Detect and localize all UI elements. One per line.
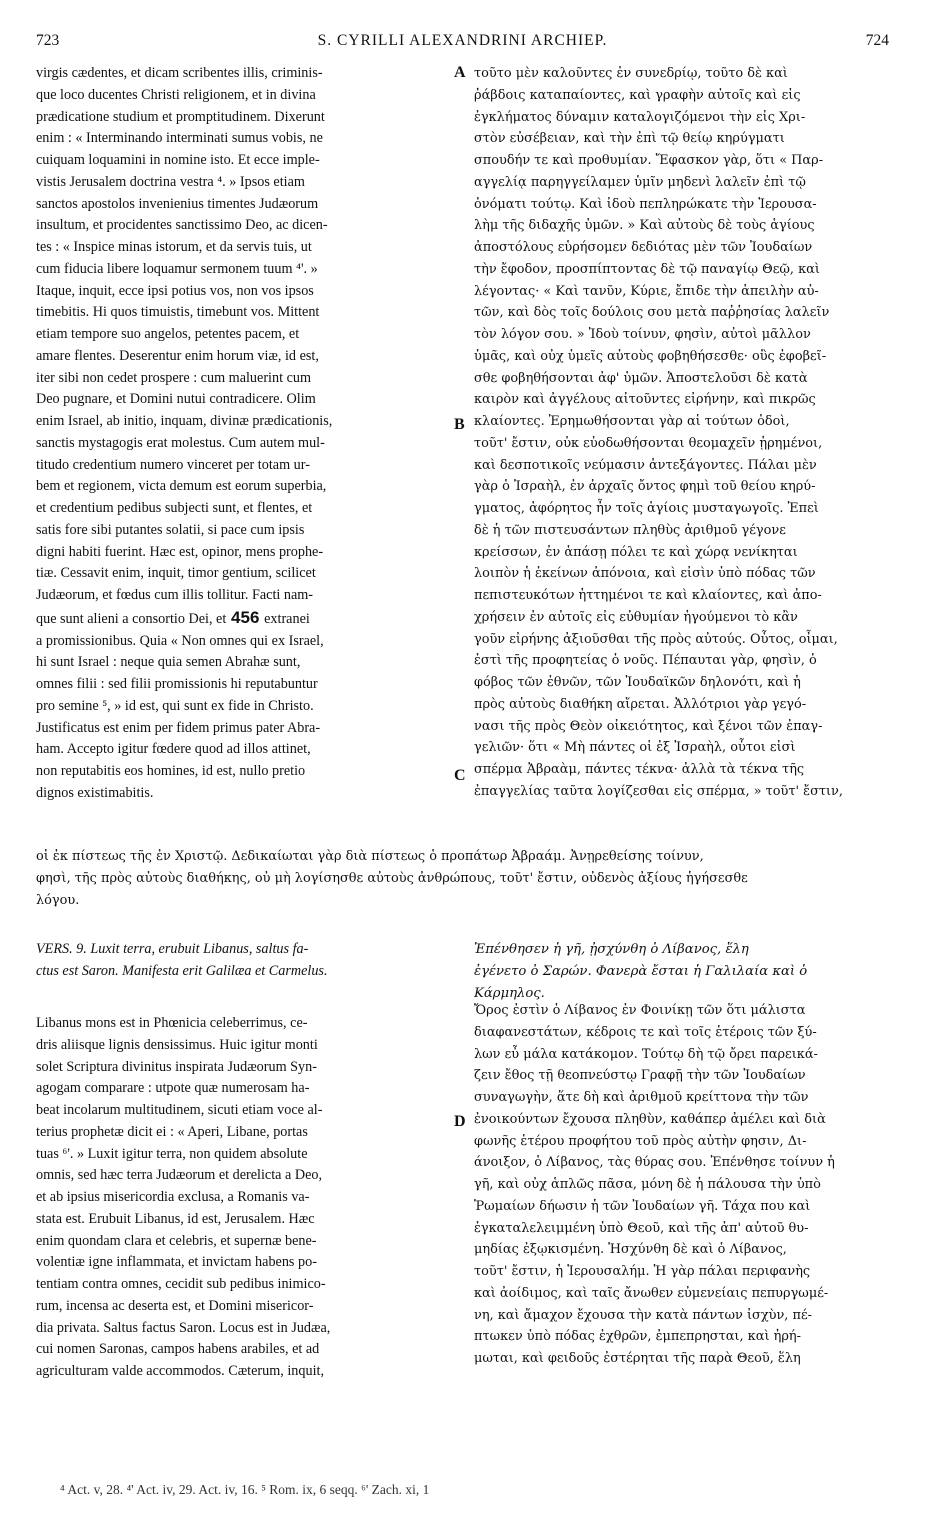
text-line: enim quondam clara et celebris, et supernæ bene- [36, 1232, 317, 1249]
text-fragment: que sunt alieni a consortio Dei, et [36, 610, 227, 627]
text-line: γὰρ ὁ Ἰσραὴλ, ἐν ἀρχαῖς ὄντος φημὶ τοῦ θείου κηρύ- [474, 479, 816, 495]
text-line: beat incolarum multitudinem, sicuti etiam voce al- [36, 1102, 323, 1118]
text-line: χρήσειν ἐν αὐτοῖς εἰς εὐθυμίαν ἡγούμενοι τὸ κἂν [474, 609, 798, 625]
text-line: que loco ducentes Christi religionem, et in divina [36, 86, 316, 103]
text-line: φόβος τῶν ἐθνῶν, τῶν Ἰουδαϊκῶν δηλονότι, καὶ ἡ [474, 675, 801, 690]
text-line: agriculturam valde accommodos. Cæterum, inquit, [36, 1363, 325, 1379]
text-line: stata est. Erubuit Libanus, id est, Jerusalem. Hæc [36, 1210, 315, 1227]
text-line: ἀποστόλους εὑρήσομεν δεδιότας μὲν τῶν Ἰουδαίων [474, 240, 813, 255]
margin-letter-b: B [454, 416, 465, 433]
text-line: Judæorum, et fœdus cum illis tollitur. Facti nam- [36, 587, 314, 603]
verse-line: ctus est Saron. Manifesta erit Galilæa et Carmelus. [36, 962, 328, 979]
text-line: et ab ipsius misericordia exclusa, a Romanis va- [36, 1189, 310, 1205]
text-line: Ῥωμαίων δήωσιν ἡ τῶν Ἰουδαίων γῆ. Τάχα που καὶ [474, 1198, 811, 1214]
greek-full-width-lines [36, 846, 888, 911]
text-line: enim Israel, ab initio, inquam, divinæ prædicationis, [36, 413, 333, 429]
text-line: στὸν εὐσέβειαν, καὶ τὴν ἐπὶ τῷ θείῳ κηρύγματι [474, 131, 785, 147]
text-line: ἐνοικούντων ἔχουσα πληθὺν, καθάπερ ἀμέλει καὶ διὰ [474, 1111, 826, 1127]
text-line: volentiæ igne inflammata, et invictam habens po- [36, 1254, 317, 1271]
text-line: κλαίοντες. Ἐρημωθήσονται γὰρ αἱ τούτων ὁδοὶ, [474, 414, 790, 429]
verse-heading-greek [474, 939, 888, 1004]
verse-line: Κάρμηλος. [474, 985, 545, 1001]
text-line: Justificatus est enim per fidem primus pater Abra- [36, 719, 321, 736]
text-line: λοιπὸν ἡ ἐκείνων ἀπόνοια, καὶ εἰσὶν ὑπὸ πόδας τῶν [474, 566, 816, 582]
text-line: φησὶ, τῆς πρὸς αὐτοὺς διαθήκης, οὐ μὴ λογίσησθε αὐτοὺς ἀνθρώπους, τοῦτ' ἔστιν, οὐδενὸς ἀξίους ἡγήσεσθε [36, 870, 748, 886]
text-line: vistis Jerusalem doctrina vestra ⁴. » Ipsos etiam [36, 173, 305, 190]
text-line: solet Scriptura divinitus inspirata Judæorum Syn- [36, 1058, 317, 1075]
text-line: iter sibi non cedet prospere : cum maluerint cum [36, 369, 311, 386]
text-line: etiam tempore suo angelos, petentes pacem, et [36, 326, 300, 342]
text-line: οἱ ἐκ πίστεως τῆς ἐν Χριστῷ. Δεδικαίωται γὰρ διὰ πίστεως ὁ προπάτωρ Ἀβραάμ. Ἀνῃρεθείσης τοίνυν, [36, 849, 704, 864]
footnotes: ⁴ Act. v, 28. ⁴' Act. iv, 29. Act. iv, 16. ⁵ Rom. ix, 6 seqq. ⁶' Zach. xi, 1 [60, 1482, 430, 1497]
text-line: ὀνόματι τούτῳ. Καὶ ἰδοὺ πεπληρώκατε τὴν Ἱερουσα- [474, 196, 817, 212]
text-line: dia privata. Saltus factus Saron. Locus est in Judæa, [36, 1319, 331, 1336]
latin-column-top [36, 63, 449, 805]
text-line: Deo pugnare, et Domini nutui contradicere. Olim [36, 391, 316, 408]
page-number-left: 723 [36, 32, 60, 49]
text-line: Ὄρος ἐστὶν ὁ Λίβανος ἐν Φοινίκῃ τῶν ὅτι μάλιστα [474, 1003, 806, 1018]
verse-heading-latin [36, 939, 449, 983]
text-line: sanctis mystagogis erat molestus. Cum autem mul- [36, 434, 325, 451]
text-line: omnes filii : sed filii promissionis hi reputabuntur [36, 676, 318, 692]
text-line: άνοιξον, ὁ Λίβανος, τὰς θύρας σου. Ἐπένθησε τοίνυν ἡ [474, 1155, 835, 1171]
text-line: ζειν ἔθος τῇ θεοπνεύστῳ Γραφῇ τὴν τῶν Ἰουδαίων [474, 1068, 806, 1084]
text-line: ham. Accepto igitur fœdere quod ad illos attinet, [36, 741, 311, 758]
text-line: amare flentes. Deserentur enim horum viæ, id est, [36, 347, 319, 364]
text-line: μωται, καὶ φειδοῦς ἐστέρηται τῆς παρὰ Θεοῦ, ἕλη [474, 1351, 801, 1366]
text-line: rum, incensa ac deserta est, et Domini misericor- [36, 1297, 314, 1314]
text-line: digni habiti fuerint. Hæc est, opinor, mens prophe- [36, 543, 324, 560]
text-line: virgis cædentes, et dicam scribentes illis, criminis- [36, 65, 323, 81]
text-line: καὶ δεσποτικοῖς νεύμασιν ἀντεξάγοντες. Πάλαι μὲν [474, 457, 817, 473]
text-line: καιρὸν καὶ ἀγγέλους αἰτοῦντες εἰρήνην, καὶ πικρῶς [474, 392, 816, 408]
greek-column-bottom [474, 1000, 888, 1370]
page-header [36, 32, 889, 52]
text-line: τοῦτ' ἔστιν, ἡ Ἱερουσαλήμ. Ἡ γὰρ πάλαι περιφανὴς [474, 1264, 811, 1279]
text-line: cuiquam loquamini in nomine isto. Et ecce imple- [36, 152, 320, 168]
text-line: bem et regionem, victa demum est eorum superbia, [36, 478, 327, 495]
text-line: non reputabitis eos homines, id est, nullo pretio [36, 763, 306, 779]
text-line: agogam comparare : utpote quæ numerosam ha- [36, 1080, 310, 1097]
text-line: νη, καὶ ἄμαχον ἔχουσα τὴν κατὰ πάντων ἰσχὺν, πέ- [474, 1307, 813, 1323]
text-line: νασι τῆς πρὸς Θεὸν οἰκειότητος, καὶ ξένοι τῶν ἐπαγ- [474, 718, 823, 734]
text-line: πεπιστευκότων ἡττημένοι τε καὶ κλαίοντες, καὶ ἀπο- [474, 588, 822, 603]
text-line: cui nomen Saronas, campos habens arabiles, et ad [36, 1341, 320, 1358]
text-line: μηδίας ἐξῳκισμένη. Ἠσχύνθη δὲ καὶ ὁ Λίβανος, [474, 1242, 787, 1258]
text-line: ἐπαγγελίας ταῦτα λογίζεσθαι εἰς σπέρμα, » τοῦτ' ἔστιν, [474, 783, 843, 799]
text-line: ῥάβδοις καταπαίοντες, καὶ γραφὴν αὐτοῖς καὶ εἰς [474, 87, 801, 103]
text-line: πρὸς αὐτοὺς διαθήκη αἴρεται. Ἀλλότριοι γὰρ γεγό- [474, 696, 807, 712]
text-line: λων εὖ μάλα κατάκομον. Τούτῳ δὴ τῷ ὄρει παρεικά- [474, 1046, 818, 1062]
running-title: S. CYRILLI ALEXANDRINI ARCHIEP. [317, 32, 608, 49]
text-line: τὴν ἔφοδον, προσπίπτοντας δὲ τῷ παναγίῳ Θεῷ, καὶ [474, 261, 820, 277]
text-line: hi sunt Israel : neque quia semen Abrahæ sunt, [36, 654, 301, 671]
text-line: timebitis. Hi quos timuistis, timebunt vos. Mittent [36, 304, 320, 321]
verse-line: ἐγένετο ὁ Σαρών. Φανερὰ ἔσται ἡ Γαλιλαία καὶ ὁ [474, 963, 808, 979]
text-line: τὸν λόγον σου. » Ἰδοὺ τοίνυν, φησὶν, αὐτοὶ μᾶλλον [474, 327, 811, 342]
text-line: λέγοντας· « Καὶ τανῦν, Κύριε, ἔπιδε τὴν ἀπειλὴν αὐ- [474, 283, 819, 299]
text-line: dris aliisque lignis densissimus. Huic igitur monti [36, 1036, 318, 1053]
text-line: λόγου. [36, 892, 80, 908]
text-line: σθε φοβηθήσονται ἀφ' ὑμῶν. Ἀποστελοῦσι δὲ κατὰ [474, 370, 808, 386]
latin-column-bottom [36, 1013, 449, 1383]
verse-line: Ἐπένθησεν ἡ γῆ, ᾐσχύνθη ὁ Λίβανος, ἕλη [474, 942, 749, 957]
text-line: Itaque, inquit, ecce ipsi potius vos, non vos ipsos [36, 282, 314, 299]
text-line: τῶν, καὶ δὸς τοῖς δούλοις σου μετὰ παῤῥησίας λαλεῖν [474, 305, 830, 321]
text-line: αγγελίᾳ παρηγγείλαμεν ὑμῖν μηδενὶ λαλεῖν ἐπὶ τῷ [474, 174, 806, 190]
page-number-right: 724 [865, 32, 889, 49]
text-line: sanctos apostolos invenienius timentes Judæorum [36, 195, 319, 212]
text-line: διαφανεστάτων, κέδροις τε καὶ τοῖς ἑτέροις τῶν ξύ- [474, 1024, 817, 1040]
text-fragment: extranei [264, 610, 310, 627]
text-line: tiæ. Cessavit enim, inquit, timor gentium, scilicet [36, 565, 316, 582]
text-line: τοῦτ' ἔστιν, οὐκ εὐοδωθήσονται θεομαχεῖν ᾑρημένοι, [474, 435, 823, 451]
text-line: ὑμᾶς, καὶ οὐχ ὑμεῖς αὐτοὺς φοβηθήσεσθε· οὓς ἐφοβεῖ- [474, 348, 827, 364]
column-number-marker: 456 [226, 607, 265, 627]
text-line: prædicatione studium et promptitudinem. Dixerunt [36, 108, 325, 125]
text-line: cum fiducia libere loquamur sermonem tuum ⁴'. » [36, 260, 318, 277]
text-line: enim : « Interminando interminati sumus vobis, ne [36, 130, 323, 147]
text-line: λὴμ τῆς διδαχῆς ὑμῶν. » Καὶ αὐτοὺς δὲ τοὺς ἁγίους [474, 218, 815, 234]
text-line: συναγωγὴν, ἅτε δὴ καὶ ἀριθμοῦ κρείττονα τὴν τῶν [474, 1090, 809, 1105]
text-line: Libanus mons est in Phœnicia celeberrimus, ce- [36, 1015, 308, 1031]
text-line: tes : « Inspice minas istorum, et da servis tuis, ut [36, 239, 312, 255]
text-line: γῆ, καὶ οὐχ ἁπλῶς πᾶσα, μόνη δὲ ἡ πάλουσα τὴν ὑπὸ [474, 1177, 821, 1192]
text-line: pro semine ⁵, » id est, qui sunt ex fide in Christo. [36, 697, 314, 714]
text-line: κρείσσων, ἐν ἁπάσῃ πόλει τε καὶ χώρᾳ νενίκηται [474, 544, 798, 560]
greek-column-top [474, 63, 888, 803]
text-line: πτωκεν ὑπὸ πόδας ἐχθρῶν, ἐμπεπρησται, καὶ ἠρή- [474, 1329, 801, 1345]
text-line: γοῦν εἰρήνης ἀξιοῦσθαι τῆς πρὸς αὐτούς. Οὗτος, οἶμαι, [474, 631, 838, 647]
text-line: et credentium pedibus subjecti sunt, et flentes, et [36, 500, 313, 516]
text-line: omnis, sed hæc terra Judæorum et derelicta a Deo, [36, 1167, 323, 1184]
text-line: tentiam contra omnes, cecidit sub pedibus inimico- [36, 1276, 326, 1292]
text-line: καὶ ἀοίδιμος, καὶ ταῖς ἄνωθεν εὐμενείαις πεπυργωμέ- [474, 1285, 829, 1301]
text-line: ἐγκαταλελειμμένη ὑπὸ Θεοῦ, καὶ τῆς ἀπ' αὐτοῦ θυ- [474, 1220, 809, 1236]
text-line: insultum, et procidentes sanctissimo Deo, ac dicen- [36, 217, 328, 234]
margin-letter-d: D [454, 1113, 466, 1130]
text-line: a promissionibus. Quia « Non omnes qui ex Israel, [36, 632, 324, 649]
text-line: δὲ ἡ τῶν πιστευσάντων πληθὺς ἀριθμοῦ γέγονε [474, 522, 786, 538]
text-line: tuas ⁶'. » Luxit igitur terra, non quidem absolute [36, 1145, 308, 1162]
text-line: γελιῶν· ὅτι « Μὴ πάντες οἱ ἐξ Ἰσραὴλ, οὗτοι εἰσὶ [474, 740, 796, 756]
text-line: terius prophetæ dicit ei : « Aperi, Libane, portas [36, 1123, 308, 1140]
text-line: σπέρμα Ἀβραὰμ, πάντες τέκνα· ἀλλὰ τὰ τέκνα τῆς [474, 762, 805, 777]
text-line [36, 607, 449, 631]
margin-letter-a: A [454, 64, 466, 81]
text-line: τοῦτο μὲν καλοῦντες ἐν συνεδρίῳ, τοῦτο δὲ καὶ [474, 66, 788, 81]
margin-letter-c: C [454, 767, 466, 784]
text-line: dignos existimabitis. [36, 784, 154, 801]
text-line: σπουδήν τε καὶ προθυμίαν. Ἔφασκον γὰρ, ὅτι « Παρ- [474, 153, 824, 168]
text-line: titudo credentium numero vinceret per totam ur- [36, 456, 310, 473]
text-line: satis fore sibi putantes solatii, si pace cum ipsis [36, 521, 305, 538]
text-line: φωνῆς ἑτέρου προφήτου τοῦ πρὸς αὐτὴν φησιν, Δι- [474, 1133, 807, 1149]
text-line: ἐστὶ τῆς προφητείας ὁ νοῦς. Πέπαυται γὰρ, φησὶν, ὁ [474, 653, 817, 669]
verse-line: VERS. 9. Luxit terra, erubuit Libanus, saltus fa- [36, 941, 309, 957]
text-line: ἐγκλήματος δύναμιν καταλογιζόμενοι τὴν εἰς Χρι- [474, 109, 806, 125]
text-line: γματος, ἀφόρητος ἦν τοῖς ἁγίοις μυσταγωγοῖς. Ἐπεὶ [474, 501, 819, 516]
